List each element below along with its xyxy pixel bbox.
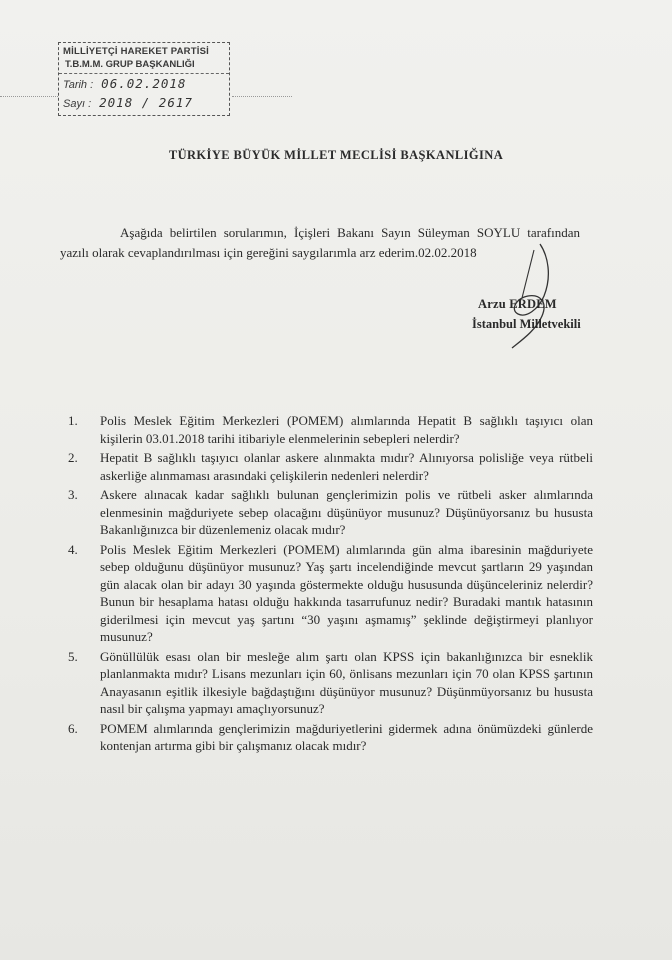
question-number: 6. — [68, 720, 78, 736]
question-number: 3. — [68, 487, 78, 502]
question-number: 5. — [68, 648, 78, 664]
stamp-date-row — [63, 76, 186, 91]
question-item — [68, 720, 593, 755]
stamp-number-label: Sayı : — [63, 98, 92, 110]
question-item — [68, 412, 593, 447]
question-item — [68, 541, 593, 646]
stamp-date-label: Tarih : — [63, 79, 94, 91]
question-text: POMEM alımlarında gençlerimizin mağduriyetlerini gidermek adına önümüzdeki günlerde kontenjan artırma gibi bir çalışmanız olacak mıdır? — [100, 720, 593, 753]
stamp-org-line2: T.B.M.M. GRUP BAŞKANLIĞI — [65, 59, 195, 70]
question-item — [68, 449, 593, 484]
question-item — [68, 486, 593, 539]
question-text: Gönüllülük esası olan bir mesleğe alım şartı olan KPSS için bakanlığınızca bir esneklik planlanmakta mıdır? Lisans mezunları için 60, önlisans mezunları için 70 olan KPSS şartının Anayasanın eşitlik ilkesiyle bağdaştığını düşünüyor musunuz? Düşünmüyorsanız bu hususta nasıl bir çalışma yapmayı amaçlıyorsunuz? — [100, 648, 593, 716]
question-number: 1. — [68, 413, 78, 428]
dotted-line-right — [232, 96, 292, 97]
stamp-number-row — [63, 95, 193, 110]
question-text: Askere alınacak kadar sağlıklı bulunan gençlerimizin polis ve rütbeli asker alımlarında elenmesinin mağduriyete sebep olacağını düşünüyor musunuz? Düşünüyorsanız bu hususta Bakanlığınızca bir düzenlemeniz olacak mıdır? — [100, 487, 593, 537]
handwritten-signature-icon — [482, 236, 572, 356]
stamp-divider — [59, 73, 229, 74]
signature-name: Arzu ERDEM — [478, 297, 557, 311]
question-text: Hepatit B sağlıklı taşıyıcı olanlar askere alınmakta mıdır? Alınıyorsa polisliğe veya rütbeli askerliğe alınmaması arasındaki çelişkilerin nedenleri nelerdir? — [100, 450, 593, 483]
question-number: 4. — [68, 541, 78, 557]
stamp-date-value: 06.02.2018 — [101, 76, 187, 91]
stamp-number-value: 2018 / 2617 — [99, 95, 193, 110]
signature-title: İstanbul Milletvekili — [472, 317, 581, 331]
question-text: Polis Meslek Eğitim Merkezleri (POMEM) alımlarında Hepatit B sağlıklı taşıyıcı olan kişilerin 03.01.2018 tarihi itibariyle elenmelerinin sebepleri nelerdir? — [100, 413, 593, 446]
question-number: 2. — [68, 450, 78, 465]
stamp-org-line1: MİLLİYETÇİ HAREKET PARTİSİ — [63, 46, 209, 57]
receipt-stamp — [58, 42, 230, 116]
page-title: TÜRKİYE BÜYÜK MİLLET MECLİSİ BAŞKANLIĞINA — [168, 148, 504, 162]
dotted-line-left — [0, 96, 58, 97]
question-item — [68, 648, 593, 718]
question-text: Polis Meslek Eğitim Merkezleri (POMEM) alımlarında gün alma ibaresinin mağduriyete sebep olduğunu düşünüyor musunuz? Yaş şartı incelendiğinde mevcut şartların 29 yaşından gün alacak olan bir adayı 30 yaşında göstermekte olduğu hususunda düşünceleriniz nelerdir? Bunun bir hesaplama hatası olduğu hakkında tasarrufunuz nedir? Buradaki mantık hatasının giderilmesi için mevcut yaş şartını “30 yaşını aşmamış” şeklinde değiştirmeyi planlıyor musunuz? — [100, 541, 593, 644]
intro-paragraph: Aşağıda belirtilen sorularımın, İçişleri Bakanı Sayın Süleyman SOYLU tarafından yazılı olarak cevaplandırılması için gereğini saygılarımla arz ederim.02.02.2018 — [60, 225, 580, 260]
question-list — [68, 412, 593, 757]
